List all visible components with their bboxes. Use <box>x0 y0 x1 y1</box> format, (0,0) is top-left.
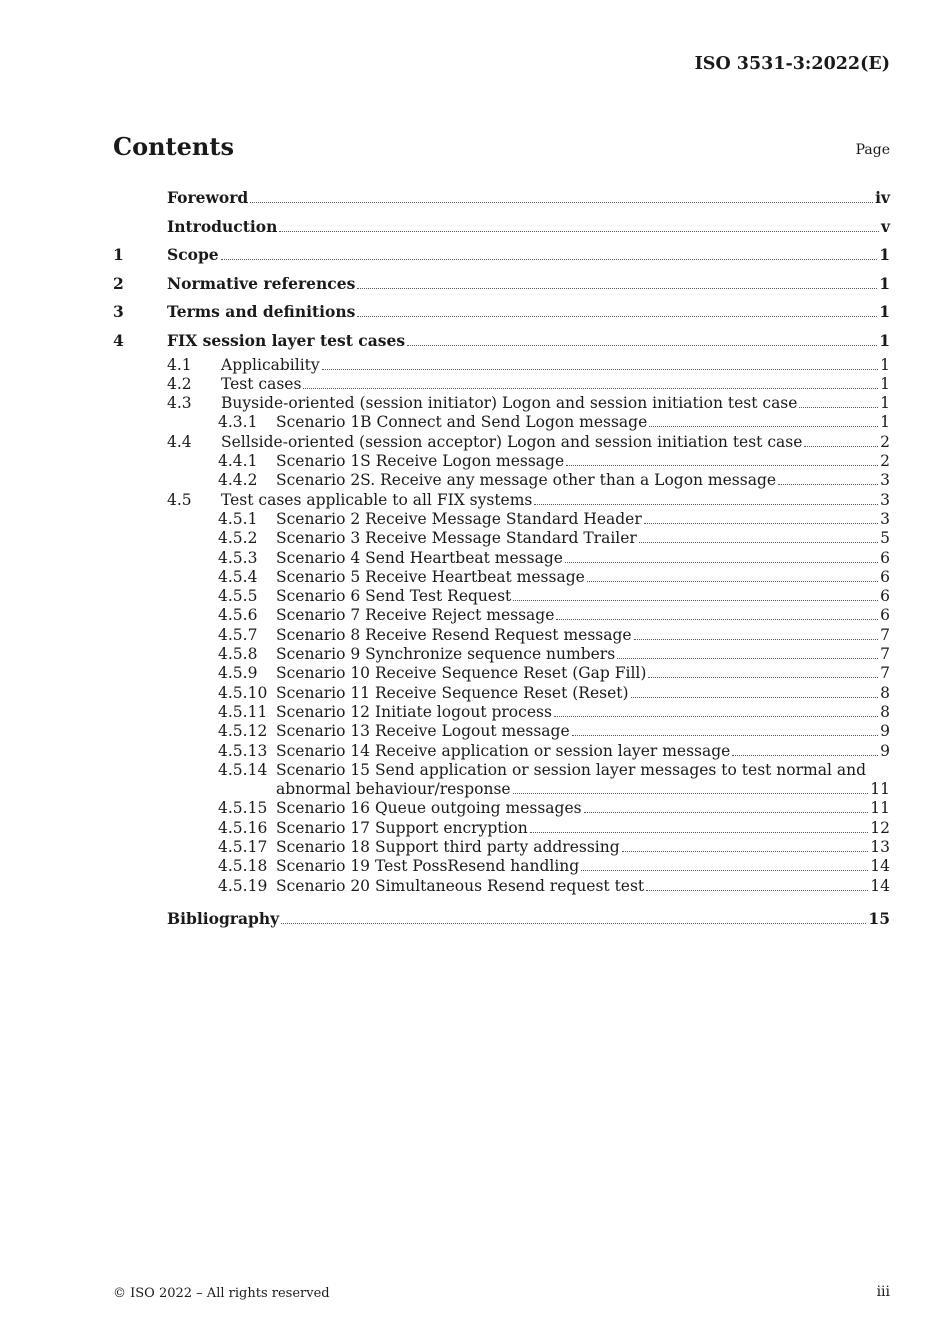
toc-leader-dots <box>799 403 878 408</box>
toc-leader-dots <box>322 365 878 370</box>
toc-entry-title: Scenario 8 Receive Resend Request message <box>276 625 632 644</box>
toc-leader-dots <box>639 538 878 543</box>
toc-leader-dots <box>303 384 878 389</box>
toc-entry-number: 4.2 <box>167 374 192 393</box>
toc-entry-title: Bibliography <box>167 908 280 928</box>
toc-leader-dots <box>556 615 878 620</box>
toc-leader-dots <box>572 731 879 736</box>
toc-entry[interactable] <box>113 356 890 375</box>
toc-entry-title: Sellside-oriented (session acceptor) Logon and session initiation test case <box>221 432 803 451</box>
toc-entry-title: Terms and definitions <box>167 302 356 322</box>
toc-entry-title-continued: abnormal behaviour/response <box>276 780 511 799</box>
toc-entry-page: 6 <box>880 567 890 586</box>
toc-leader-dots <box>407 341 877 346</box>
toc-entry-title: Foreword <box>167 188 249 207</box>
toc-entry-page: 2 <box>880 432 890 451</box>
toc-leader-dots <box>534 500 878 505</box>
toc-entry[interactable] <box>113 433 890 452</box>
toc-entry-number: 4.5.14 <box>218 760 268 779</box>
toc-leader-dots <box>565 558 878 563</box>
toc-entry-page: 8 <box>880 702 890 721</box>
toc-entry[interactable] <box>113 742 890 761</box>
toc-entry[interactable] <box>113 838 890 857</box>
toc-entry-page: 8 <box>880 683 890 702</box>
toc-entry-page: 6 <box>880 587 890 606</box>
toc-entry-page: 6 <box>880 548 890 567</box>
toc-entry-number: 4.5.8 <box>218 645 258 664</box>
toc-entry-page: 2 <box>880 452 890 471</box>
toc-entry-title: Scenario 14 Receive application or session layer message <box>276 741 731 760</box>
toc-entry-title: Test cases <box>221 374 302 393</box>
toc-entry-title: Applicability <box>221 355 320 374</box>
toc-entry[interactable] <box>113 298 890 327</box>
toc-entry-title: Scenario 16 Queue outgoing messages <box>276 799 582 818</box>
toc-leader-dots <box>648 673 878 678</box>
toc-entry-title: Scenario 7 Receive Reject message <box>276 606 555 625</box>
toc-entry-number: 4.5.13 <box>218 741 268 760</box>
toc-entry[interactable] <box>113 568 890 587</box>
toc-entry-title: Scenario 1B Connect and Send Logon message <box>276 413 648 432</box>
toc-entry-number: 4.5.9 <box>218 664 258 683</box>
toc-leader-dots <box>646 886 868 891</box>
toc-entry-number: 4.1 <box>167 355 192 374</box>
toc-entry[interactable] <box>113 491 890 510</box>
toc-entry[interactable] <box>113 684 890 703</box>
toc-entry-page: 1 <box>880 413 890 432</box>
toc-entry-page: 13 <box>870 837 890 856</box>
toc-entry-number: 4.5.15 <box>218 799 268 818</box>
toc-entry-number: 3 <box>113 302 124 322</box>
toc-entry[interactable] <box>113 327 890 356</box>
toc-entry-page: 7 <box>880 625 890 644</box>
toc-entry-number: 4.5.5 <box>218 587 258 606</box>
toc-entry-title: Scenario 18 Support third party addressing <box>276 837 620 856</box>
toc-entry[interactable] <box>113 375 890 394</box>
toc-entry-number: 4.5.16 <box>218 818 268 837</box>
toc-entry[interactable] <box>113 394 890 413</box>
toc-leader-dots <box>357 284 877 289</box>
toc-entry-page: 7 <box>880 645 890 664</box>
page-title: Contents <box>113 132 234 161</box>
toc-entry-number: 4.5.3 <box>218 548 258 567</box>
toc-entry[interactable] <box>113 664 890 683</box>
toc-entry-title: Scenario 2 Receive Message Standard Header <box>276 509 642 528</box>
toc-entry-page: 9 <box>880 722 890 741</box>
toc-leader-dots <box>530 828 869 833</box>
toc-entry-page: 9 <box>880 741 890 760</box>
toc-entry-page: 1 <box>880 355 890 374</box>
toc-entry-page: 1 <box>879 302 890 322</box>
toc-entry-title: Scenario 1S Receive Logon message <box>276 452 565 471</box>
toc-entry-number: 4 <box>113 330 124 350</box>
toc-entry-number: 4.5.11 <box>218 702 268 721</box>
toc-entry-number: 4.4 <box>167 432 192 451</box>
toc-leader-dots <box>566 461 878 466</box>
toc-entry-title: Normative references <box>167 273 356 293</box>
toc-entry-page: 3 <box>880 509 890 528</box>
toc-entry-number: 4.5.7 <box>218 625 258 644</box>
toc-entry-number: 4.3.1 <box>218 413 258 432</box>
toc-entry-title: Scenario 15 Send application or session layer messages to test normal and <box>276 760 866 779</box>
toc-entry[interactable] <box>113 877 890 896</box>
toc-entry[interactable] <box>113 626 890 645</box>
toc-entry-title: Introduction <box>167 216 278 236</box>
toc-leader-dots <box>581 866 868 871</box>
toc-entry-title: Scenario 11 Receive Sequence Reset (Reset) <box>276 683 629 702</box>
page-column-label: Page <box>855 142 890 158</box>
toc-entry-page: 11 <box>870 780 890 799</box>
toc-entry[interactable] <box>113 213 890 242</box>
toc-entry-number: 4.5.4 <box>218 567 258 586</box>
toc-entry-page: 1 <box>880 394 890 413</box>
toc-entry[interactable] <box>113 645 890 664</box>
table-of-contents <box>113 184 890 933</box>
toc-entry[interactable] <box>113 905 890 934</box>
toc-entry-number: 4.5.6 <box>218 606 258 625</box>
copyright-notice: © ISO 2022 – All rights reserved <box>113 1286 330 1301</box>
toc-entry-number: 4.3 <box>167 394 192 413</box>
toc-leader-dots <box>221 255 878 260</box>
toc-entry-page: iv <box>875 188 890 207</box>
toc-entry-title: Scenario 4 Send Heartbeat message <box>276 548 563 567</box>
toc-leader-dots <box>554 712 878 717</box>
toc-leader-dots <box>778 480 878 485</box>
toc-entry[interactable] <box>113 857 890 876</box>
toc-entry-page: 6 <box>880 606 890 625</box>
toc-entry[interactable] <box>113 799 890 818</box>
toc-entry[interactable] <box>113 270 890 299</box>
toc-entry-page: 15 <box>868 908 890 928</box>
toc-entry-number: 4.5.19 <box>218 876 268 895</box>
toc-entry-title: Scenario 9 Synchronize sequence numbers <box>276 645 616 664</box>
toc-entry-number: 1 <box>113 245 124 265</box>
toc-entry-number: 4.5.17 <box>218 837 268 856</box>
toc-leader-dots <box>649 422 878 427</box>
page-number: iii <box>876 1284 890 1300</box>
toc-entry[interactable] <box>113 529 890 548</box>
toc-entry[interactable] <box>113 549 890 568</box>
toc-entry-title: Test cases applicable to all FIX systems <box>221 490 533 509</box>
toc-leader-dots <box>357 312 877 317</box>
toc-entry-title: Scenario 10 Receive Sequence Reset (Gap Fill) <box>276 664 647 683</box>
toc-entry[interactable] <box>113 703 890 722</box>
toc-entry-page: 7 <box>880 664 890 683</box>
toc-entry[interactable] <box>113 606 890 625</box>
toc-entry-title: FIX session layer test cases <box>167 330 406 350</box>
toc-entry-page: 14 <box>870 857 890 876</box>
toc-entry[interactable] <box>113 241 890 270</box>
toc-entry-title: Buyside-oriented (session initiator) Logon and session initiation test case <box>221 394 798 413</box>
toc-entry-title: Scenario 2S. Receive any message other than a Logon message <box>276 471 777 490</box>
toc-entry-page: 1 <box>880 374 890 393</box>
toc-entry-number: 2 <box>113 273 124 293</box>
toc-entry-page: 5 <box>880 529 890 548</box>
toc-entry-page: 3 <box>880 471 890 490</box>
toc-entry-title: Scenario 13 Receive Logout message <box>276 722 570 741</box>
toc-entry-page: 12 <box>870 818 890 837</box>
toc-entry-page: 1 <box>879 330 890 350</box>
toc-entry-page: 3 <box>880 490 890 509</box>
toc-entry-title: Scenario 19 Test PossResend handling <box>276 857 580 876</box>
toc-entry[interactable] <box>113 471 890 490</box>
toc-leader-dots <box>587 577 878 582</box>
toc-leader-dots <box>617 654 878 659</box>
toc-entry[interactable] <box>113 413 890 432</box>
toc-entry-title: Scenario 3 Receive Message Standard Trailer <box>276 529 637 548</box>
toc-leader-dots <box>584 808 869 813</box>
toc-leader-dots <box>732 751 878 756</box>
toc-entry-title: Scenario 6 Send Test Request <box>276 587 512 606</box>
toc-entry-number: 4.5.18 <box>218 857 268 876</box>
toc-leader-dots <box>622 847 869 852</box>
toc-entry-page: 1 <box>879 245 890 265</box>
toc-entry-number: 4.5.10 <box>218 683 268 702</box>
toc-entry-number: 4.5 <box>167 490 192 509</box>
toc-entry-number: 4.5.2 <box>218 529 258 548</box>
toc-entry-number: 4.4.1 <box>218 452 258 471</box>
document-id: ISO 3531-3:2022(E) <box>694 54 890 74</box>
toc-entry[interactable] <box>113 819 890 838</box>
toc-entry-title: Scenario 5 Receive Heartbeat message <box>276 567 585 586</box>
toc-leader-dots <box>644 519 878 524</box>
toc-leader-dots <box>281 919 866 924</box>
toc-entry-number: 4.5.12 <box>218 722 268 741</box>
toc-leader-dots <box>631 693 879 698</box>
toc-leader-dots <box>279 227 879 232</box>
toc-entry-number: 4.5.1 <box>218 509 258 528</box>
toc-leader-dots <box>513 596 878 601</box>
toc-entry-number: 4.4.2 <box>218 471 258 490</box>
toc-entry-page: v <box>880 216 890 236</box>
toc-entry-title: Scenario 12 Initiate logout process <box>276 702 552 721</box>
toc-entry[interactable] <box>113 722 890 741</box>
toc-entry-title: Scenario 20 Simultaneous Resend request test <box>276 876 645 895</box>
toc-leader-dots <box>250 198 873 203</box>
toc-entry-page: 11 <box>870 799 890 818</box>
toc-entry-title: Scenario 17 Support encryption <box>276 818 528 837</box>
toc-entry[interactable] <box>113 452 890 471</box>
toc-leader-dots <box>634 635 879 640</box>
toc-leader-dots <box>513 789 869 794</box>
toc-entry[interactable] <box>113 587 890 606</box>
toc-entry[interactable] <box>113 761 890 800</box>
toc-entry[interactable] <box>113 510 890 529</box>
toc-leader-dots <box>804 442 878 447</box>
toc-entry-page: 14 <box>870 876 890 895</box>
toc-entry[interactable] <box>113 184 890 213</box>
toc-entry-page: 1 <box>879 273 890 293</box>
toc-entry-title: Scope <box>167 245 219 265</box>
